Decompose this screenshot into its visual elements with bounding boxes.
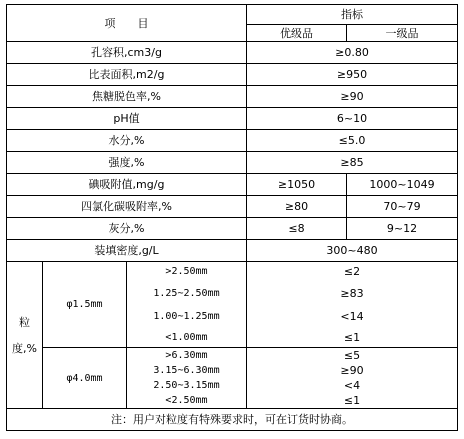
row-value: 6~10 — [247, 108, 458, 130]
row-value-excellent: ≥1050 — [247, 174, 347, 196]
row-value: ≥85 — [247, 152, 458, 174]
size-range: 1.00~1.25mm — [127, 306, 247, 328]
row-name: 碘吸附值,mg/g — [7, 174, 247, 196]
particle-size: φ4.0mm — [43, 348, 127, 409]
row-value-excellent: ≥80 — [247, 196, 347, 218]
header-grade-excellent: 优级品 — [247, 25, 347, 42]
size-range: >6.30mm — [127, 348, 247, 363]
row-value-first: 1000~1049 — [347, 174, 458, 196]
granularity-label — [7, 262, 43, 409]
row-value: 300~480 — [247, 240, 458, 262]
row-value: ≤5.0 — [247, 130, 458, 152]
row-name: 灰分,% — [7, 218, 247, 240]
size-range-value: <4 — [247, 378, 458, 393]
size-range-value: <14 — [247, 306, 458, 328]
granularity-label-line1: 粒 — [19, 315, 30, 329]
size-range: 2.50~3.15mm — [127, 378, 247, 393]
size-range-value: ≤2 — [247, 262, 458, 282]
row-value: ≥950 — [247, 64, 458, 86]
size-range: <1.00mm — [127, 328, 247, 348]
row-name: 水分,% — [7, 130, 247, 152]
header-indicator: 指标 — [247, 5, 458, 25]
row-value-first: 9~12 — [347, 218, 458, 240]
row-name: 孔容积,cm3/g — [7, 42, 247, 64]
size-range-value: ≥90 — [247, 363, 458, 378]
size-range: 3.15~6.30mm — [127, 363, 247, 378]
row-value: ≥90 — [247, 86, 458, 108]
row-name: pH值 — [7, 108, 247, 130]
size-range-value: ≥83 — [247, 282, 458, 306]
size-range-value: ≤5 — [247, 348, 458, 363]
size-range: >2.50mm — [127, 262, 247, 282]
row-value: ≥0.80 — [247, 42, 458, 64]
header-item: 项 目 — [7, 5, 247, 42]
size-range-value: ≤1 — [247, 328, 458, 348]
row-value-excellent: ≤8 — [247, 218, 347, 240]
size-range: <2.50mm — [127, 393, 247, 409]
granularity-label-line2: 度,% — [12, 341, 37, 355]
size-range: 1.25~2.50mm — [127, 282, 247, 306]
particle-size: φ1.5mm — [43, 262, 127, 348]
specification-table — [6, 4, 458, 431]
row-value-first: 70~79 — [347, 196, 458, 218]
row-name: 焦糖脱色率,% — [7, 86, 247, 108]
header-grade-first: 一级品 — [347, 25, 458, 42]
footnote: 注：用户对粒度有特殊要求时，可在订货时协商。 — [7, 409, 458, 431]
row-name: 强度,% — [7, 152, 247, 174]
size-range-value: ≤1 — [247, 393, 458, 409]
row-name: 比表面积,m2/g — [7, 64, 247, 86]
row-name: 四氯化碳吸附率,% — [7, 196, 247, 218]
row-name: 装填密度,g/L — [7, 240, 247, 262]
